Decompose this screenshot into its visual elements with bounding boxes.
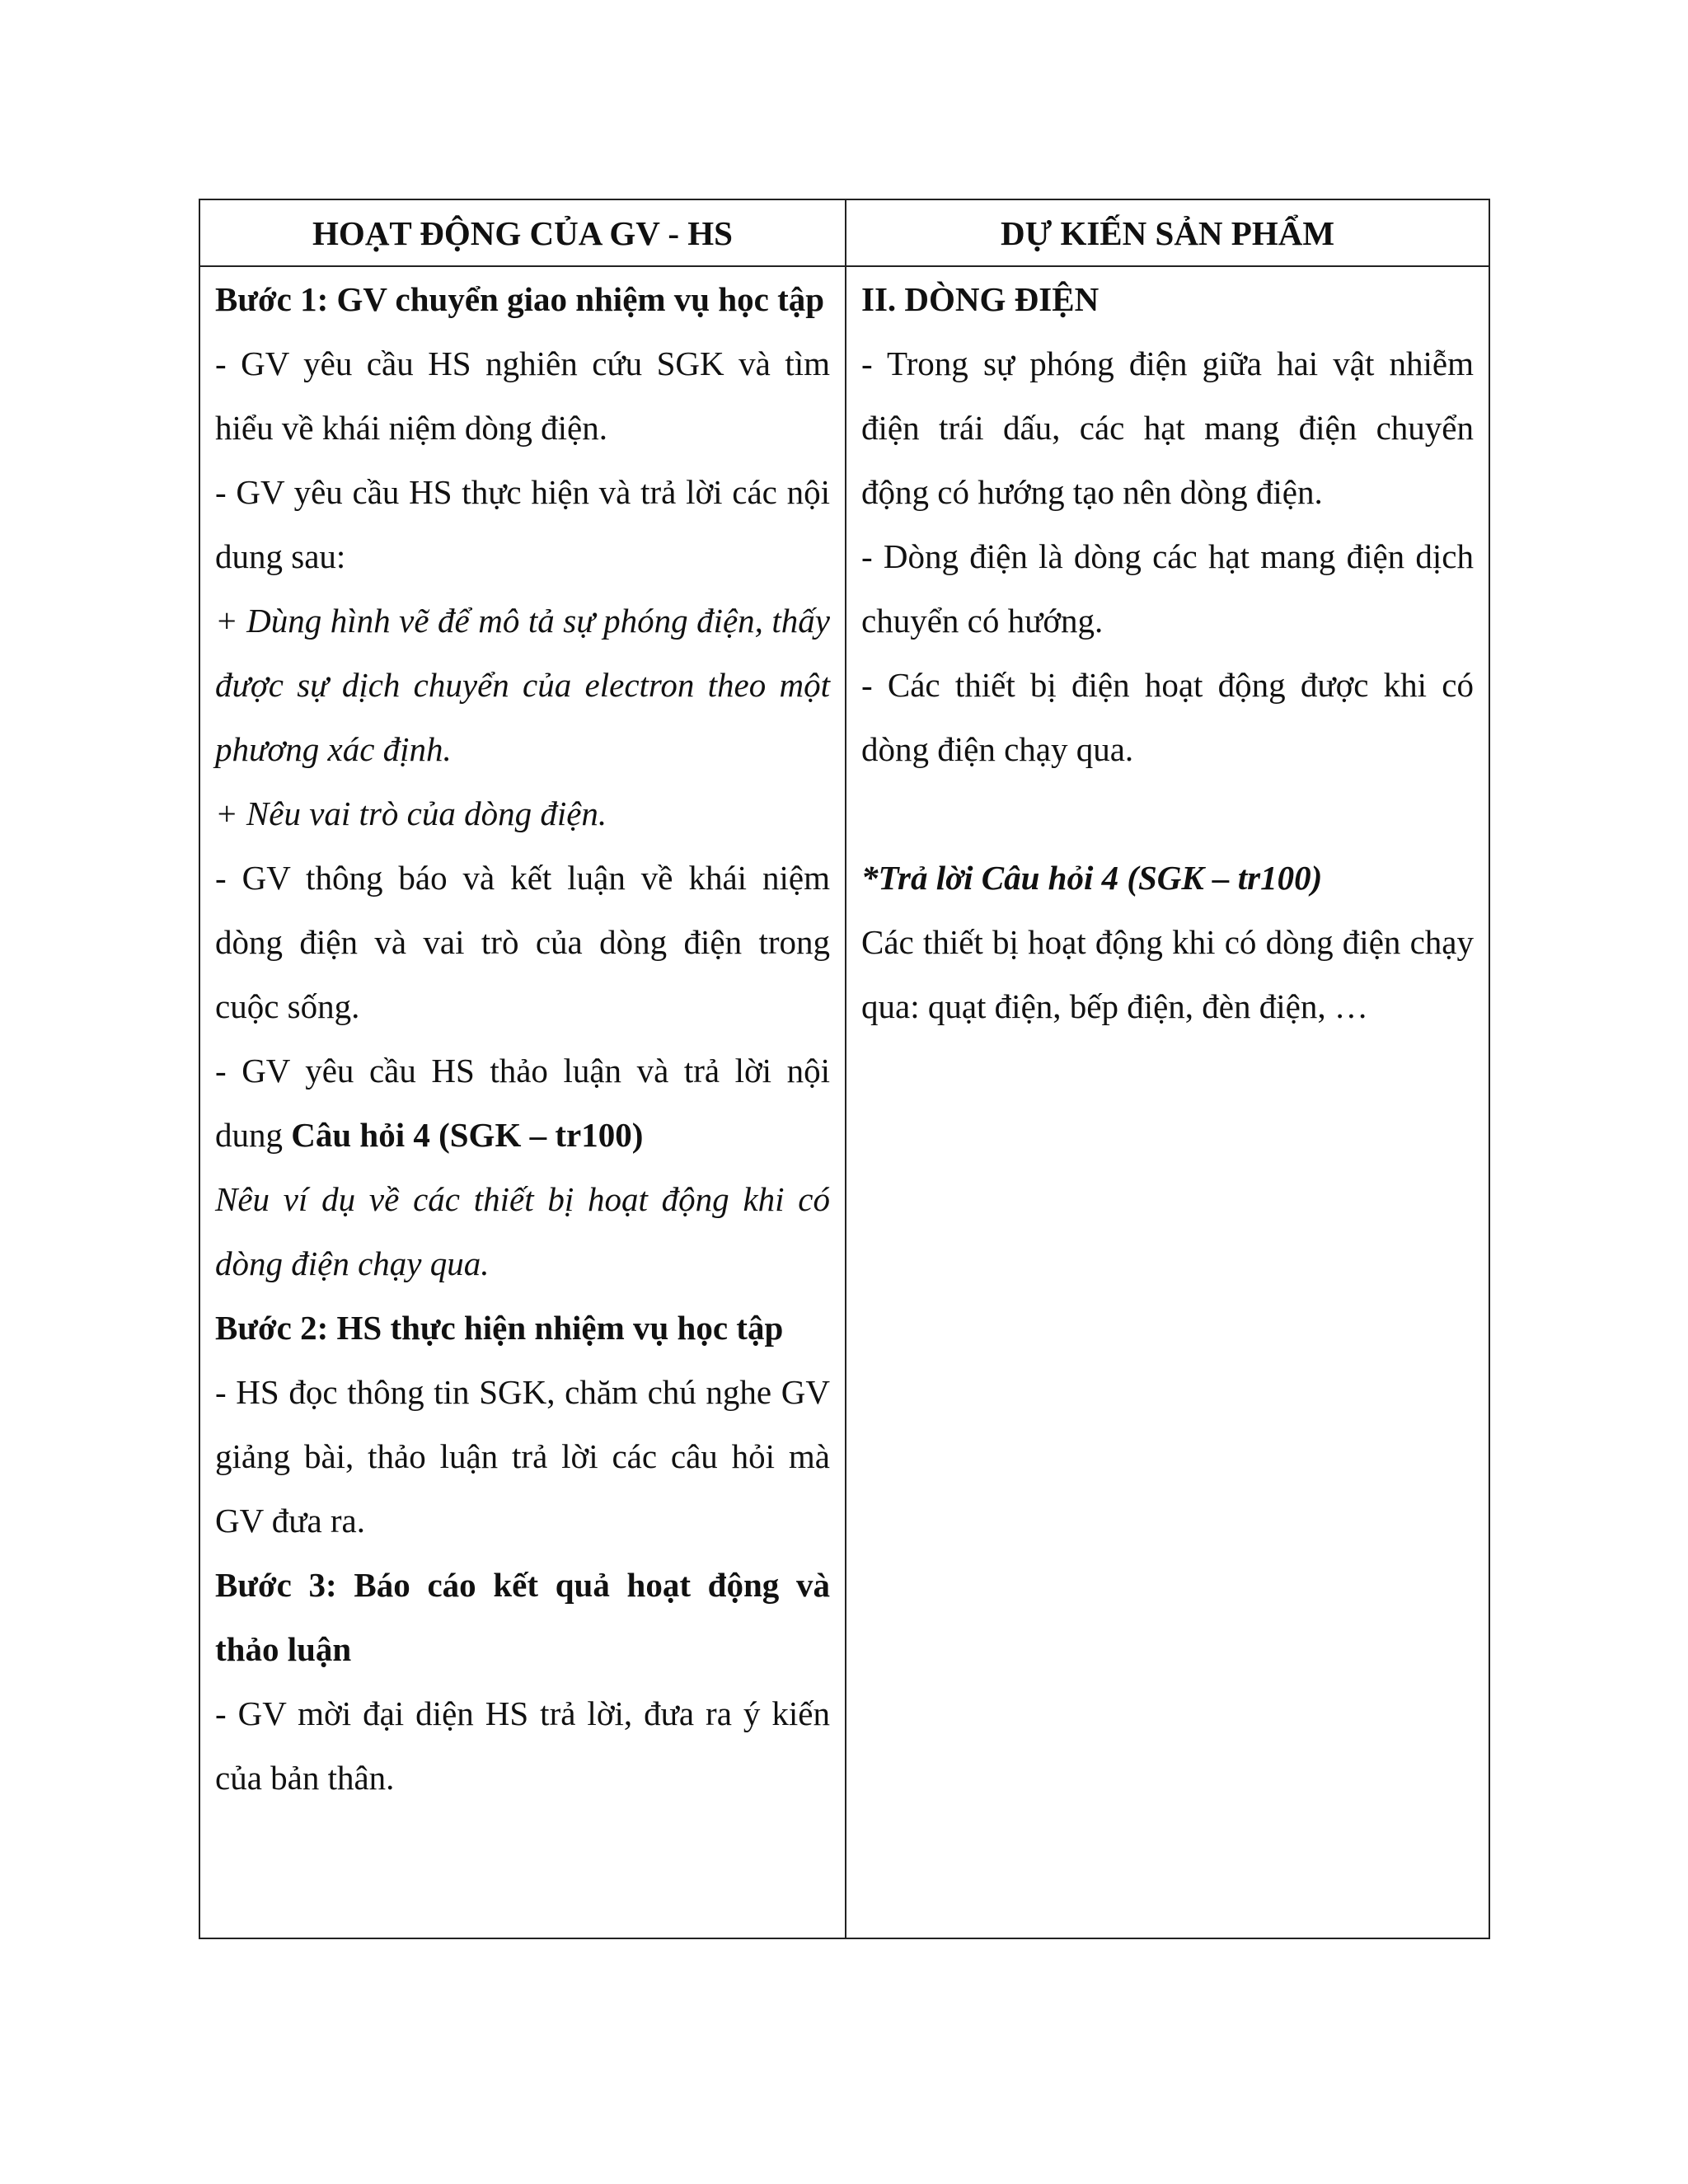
product-paragraph-1: - Trong sự phóng điện giữa hai vật nhiễm điện trái dấu, các hạt mang điện chuyển động có hướng tạo nên dòng điện. [861, 344, 1474, 511]
step1-task-1: + Dùng hình vẽ để mô tả sự phóng điện, thấy được sự dịch chuyển của electron theo một phương xác định. [215, 602, 830, 768]
activity-table [199, 199, 1490, 1939]
product-paragraph-2: - Dòng điện là dòng các hạt mang điện dịch chuyển có hướng. [861, 537, 1474, 640]
activities-cell [215, 267, 830, 1810]
step1-paragraph-2: - GV yêu cầu HS thực hiện và trả lời các nội dung sau: [215, 473, 830, 575]
column-divider [845, 200, 846, 1938]
product-paragraph-3: - Các thiết bị điện hoạt động được khi có dòng điện chạy qua. [861, 666, 1474, 768]
step2-paragraph-1: - HS đọc thông tin SGK, chăm chú nghe GV giảng bài, thảo luận trả lời các câu hỏi mà GV đưa ra. [215, 1373, 830, 1540]
answer-paragraph-1: Các thiết bị hoạt động khi có dòng điện chạy qua: quạt điện, bếp điện, đèn điện, … [861, 923, 1474, 1025]
spacer [861, 781, 1474, 846]
answer-title: *Trả lời Câu hỏi 4 (SGK – tr100) [861, 859, 1323, 897]
step3-paragraph-1: - GV mời đại diện HS trả lời, đưa ra ý kiến của bản thân. [215, 1694, 830, 1797]
step1-task-2: + Nêu vai trò của dòng điện. [215, 794, 607, 832]
question-4-reference: Câu hỏi 4 (SGK – tr100) [291, 1116, 644, 1154]
step1-title: Bước 1: GV chuyển giao nhiệm vụ học tập [215, 280, 825, 318]
step1-paragraph-3: - GV thông báo và kết luận về khái niệm dòng điện và vai trò của dòng điện trong cuộc sống. [215, 859, 830, 1025]
step1-paragraph-1: - GV yêu cầu HS nghiên cứu SGK và tìm hiểu về khái niệm dòng điện. [215, 344, 830, 447]
header-expected-products: DỰ KIẾN SẢN PHẨM [1000, 213, 1335, 252]
step1-paragraph-4 [215, 1038, 830, 1167]
step2-title: Bước 2: HS thực hiện nhiệm vụ học tập [215, 1309, 784, 1347]
products-cell [861, 267, 1474, 1038]
section-title: II. DÒNG ĐIỆN [861, 280, 1100, 318]
header-teacher-student-activities: HOẠT ĐỘNG CỦA GV - HS [312, 213, 733, 252]
question-4-text: Nêu ví dụ về các thiết bị hoạt động khi có dòng điện chạy qua. [215, 1180, 830, 1282]
step1-paragraph-4-text: - GV yêu cầu HS thảo luận và trả lời nội dung [215, 1052, 830, 1154]
step3-title: Bước 3: Báo cáo kết quả hoạt động và thảo luận [215, 1566, 830, 1668]
